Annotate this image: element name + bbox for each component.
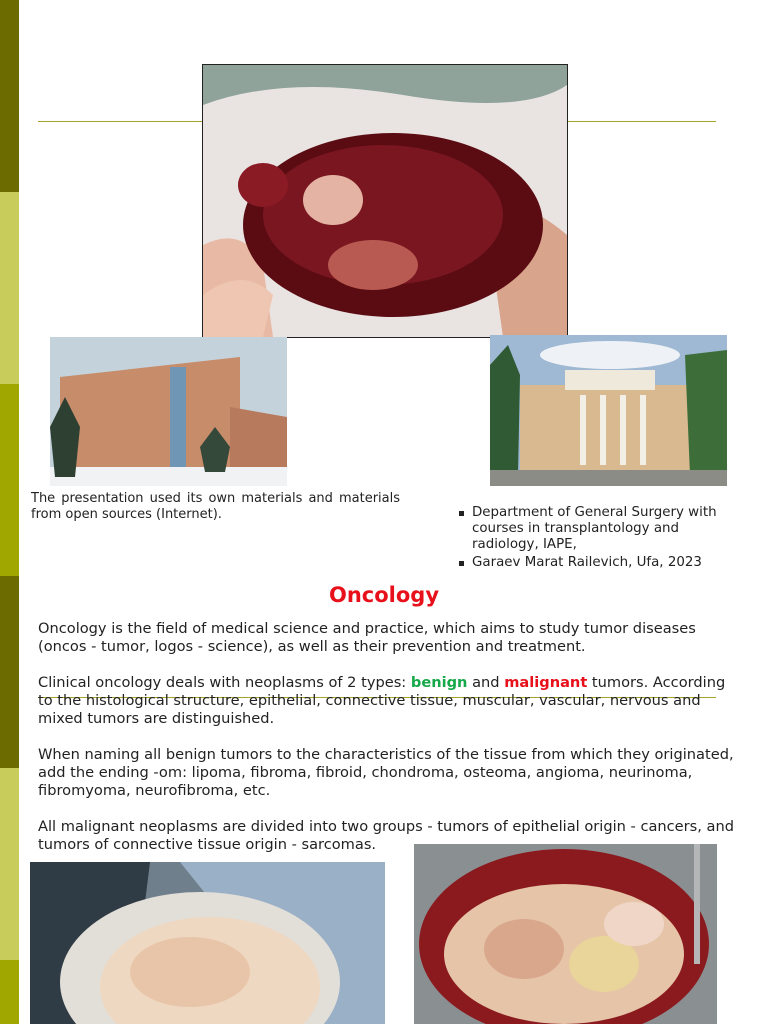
types-and: and	[467, 674, 505, 691]
department-item	[456, 505, 746, 553]
hospital-building-photo	[50, 337, 287, 486]
paragraph-naming: When naming all benign tumors to the characteristics of the tissue from which they originated, add the ending -om: lipoma, fibroma, fibroid, chondroma, osteoma, angioma, neurinoma, fibromyoma, neurofibroma, etc.	[38, 746, 734, 799]
tumor-specimen-photo-left	[30, 862, 385, 1024]
side-band-3	[0, 384, 19, 576]
sources-caption: The presentation used its own materials and materials from open sources (Internet).	[31, 491, 400, 522]
body-text	[38, 620, 738, 872]
types-rest: tumors. According to the histological structure, epithelial, connective tissue, muscular, vascular, nervous and mixed tumors are distinguished.	[38, 674, 726, 727]
surgical-tumor-photo	[202, 64, 568, 338]
tumor-specimen-photo-right	[414, 844, 717, 1024]
bullet-icon	[459, 561, 464, 566]
paragraph-definition: Oncology is the field of medical science and practice, which aims to study tumor diseases (oncos - tumor, logos - science), as well as their prevention and treatment.	[38, 620, 696, 655]
benign-label: benign	[410, 674, 468, 691]
section-title: Oncology	[328, 583, 440, 607]
side-band-1	[0, 0, 19, 192]
author-name: Garaev Marat Railevich, Ufa, 2023	[472, 555, 702, 570]
paragraph-malignant-groups: All malignant neoplasms are divided into two groups - tumors of epithelial origin - cancers, and tumors of connective tissue origin - sarcomas.	[38, 818, 734, 853]
department-info	[456, 505, 746, 573]
university-building-photo	[490, 335, 727, 486]
department-item	[456, 555, 746, 571]
paragraph-types	[38, 674, 738, 728]
types-intro: Clinical oncology deals with neoplasms of 2 types:	[38, 674, 411, 691]
bullet-icon	[459, 511, 464, 516]
malignant-label: malignant	[504, 674, 588, 691]
side-band-6	[0, 960, 19, 1024]
department-name: Department of General Surgery with courses in transplantology and radiology, IAPE,	[472, 505, 717, 552]
side-band-2	[0, 192, 19, 384]
side-band-5	[0, 768, 19, 960]
